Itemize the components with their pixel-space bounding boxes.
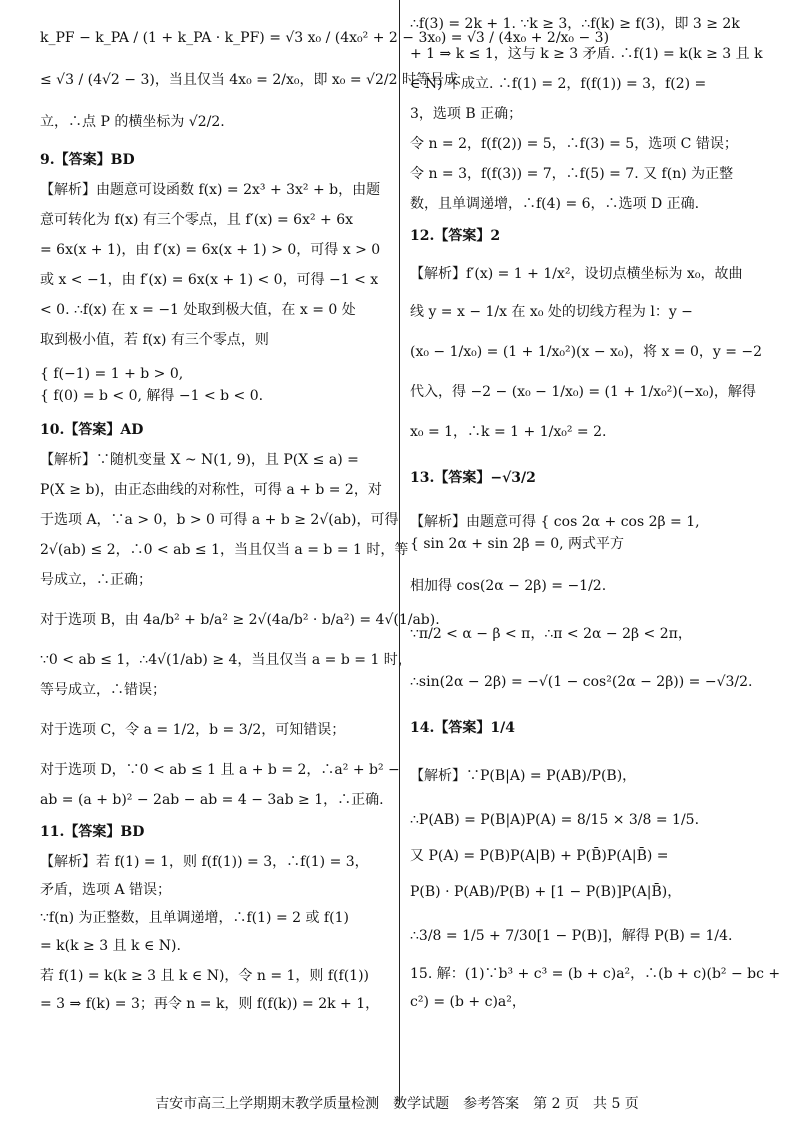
right-text-line: 又 P(A) = P(B)P(A|B) + P(B̄)P(A|B̄) =	[410, 848, 669, 864]
right-text-line: 相加得 cos(2α − 2β) = −1/2.	[410, 578, 607, 594]
right-text-line: P(B) · P(AB)/P(B) + [1 − P(B)]P(A|B̄)，	[410, 884, 682, 900]
right-text-line: + 1 ⇒ k ≤ 1，这与 k ≥ 3 矛盾. ∴f(1) = k(k ≥ 3 且 k	[410, 46, 763, 62]
left-text-line: 9.【答案】BD	[40, 152, 135, 168]
right-text-line: 3，选项 B 正确；	[410, 106, 523, 122]
left-text-line: 若 f(1) = k(k ≥ 3 且 k ∈ N)，令 n = 1，则 f(f(1))	[40, 968, 369, 984]
right-text-line: ∴sin(2α − 2β) = −√(1 − cos²(2α − 2β)) = −√3/2.	[410, 674, 753, 690]
right-text-line: 代入，得 −2 − (x₀ − 1/x₀) = (1 + 1/x₀²)(−x₀)，解得	[410, 384, 756, 400]
left-text-line: ∵f(n) 为正整数，且单调递增，∴f(1) = 2 或 f(1)	[40, 910, 349, 926]
right-text-line: 令 n = 2，f(f(2)) = 5，∴f(3) = 5，选项 C 错误；	[410, 136, 738, 152]
right-text-line: 【解析】f′(x) = 1 + 1/x²，设切点横坐标为 x₀，故曲	[410, 266, 743, 282]
right-text-line: ∵π/2 < α − β < π，∴π < 2α − 2β < 2π，	[410, 626, 692, 642]
right-text-line: 15. 解：(1)∵b³ + c³ = (b + c)a²，∴(b + c)(b² − bc +	[410, 966, 781, 982]
left-text-line: 取到极小值，若 f(x) 有三个零点，则	[40, 332, 269, 348]
right-text-line: 数，且单调递增，∴f(4) = 6，∴选项 D 正确.	[410, 196, 700, 212]
right-text-line: c²) = (b + c)a²，	[410, 994, 526, 1010]
right-text-line: 13.【答案】−√3/2	[410, 470, 536, 486]
right-column	[410, 14, 781, 1012]
left-text-line: = 6x(x + 1)，由 f′(x) = 6x(x + 1) > 0，可得 x > 0	[40, 242, 381, 258]
right-text-line: ∈ N) 不成立. ∴f(1) = 2，f(f(1)) = 3，f(2) =	[410, 76, 707, 92]
left-text-line: 【解析】∵随机变量 X ~ N(1, 9)，且 P(X ≤ a) =	[40, 452, 359, 468]
left-text-line: 意可转化为 f(x) 有三个零点，且 f′(x) = 6x² + 6x	[40, 212, 354, 228]
left-text-line: 对于选项 C，令 a = 1/2，b = 3/2，可知错误；	[40, 722, 346, 738]
left-text-line: = k(k ≥ 3 且 k ∈ N).	[40, 938, 181, 954]
left-text-line: { f(−1) = 1 + b > 0,	[40, 366, 184, 382]
left-text-line: 2√(ab) ≤ 2，∴0 < ab ≤ 1，当且仅当 a = b = 1 时，等	[40, 542, 409, 558]
left-text-line: 等号成立，∴错误；	[40, 682, 166, 698]
right-text-line: (x₀ − 1/x₀) = (1 + 1/x₀²)(x − x₀)，将 x = 0，y = −2	[410, 344, 763, 360]
left-text-line: 对于选项 D，∵0 < ab ≤ 1 且 a + b = 2，∴a² + b² −	[40, 762, 400, 778]
right-text-line: 【解析】∵P(B|A) = P(AB)/P(B)，	[410, 768, 637, 784]
left-text-line: k_PF − k_PA / (1 + k_PA · k_PF) = √3 x₀ / (4x₀² + 2 − 3x₀) = √3 / (4x₀ + 2/x₀ − 3)	[40, 30, 610, 46]
right-text-line: x₀ = 1，∴k = 1 + 1/x₀² = 2.	[410, 424, 607, 440]
right-text-line: ∴f(3) = 2k + 1. ∵k ≥ 3，∴f(k) ≥ f(3)，即 3 ≥ 2k	[410, 16, 740, 32]
left-text-line: ≤ √3 / (4√2 − 3)，当且仅当 4x₀ = 2/x₀，即 x₀ = √2/2 时等号成	[40, 72, 458, 88]
column-divider	[399, 0, 400, 1105]
left-text-line: 【解析】由题意可设函数 f(x) = 2x³ + 3x² + b，由题	[40, 182, 381, 198]
left-text-line: 【解析】若 f(1) = 1，则 f(f(1)) = 3，∴f(1) = 3，	[40, 854, 369, 870]
right-text-line: 令 n = 3，f(f(3)) = 7，∴f(5) = 7. 又 f(n) 为正整	[410, 166, 734, 182]
right-text-line: ∴P(AB) = P(B|A)P(A) = 8/15 × 3/8 = 1/5.	[410, 812, 700, 828]
left-text-line: ab = (a + b)² − 2ab − ab = 4 − 3ab ≥ 1，∴正确.	[40, 792, 384, 808]
page-footer: 吉安市高三上学期期末教学质量检测 数学试题 参考答案 第 2 页 共 5 页	[155, 1096, 639, 1112]
left-text-line: 10.【答案】AD	[40, 422, 144, 438]
left-text-line: 立，∴点 P 的横坐标为 √2/2.	[40, 114, 225, 130]
left-text-line: 于选项 A，∵a > 0，b > 0 可得 a + b ≥ 2√(ab)，可得	[40, 512, 399, 528]
right-text-line: 14.【答案】1/4	[410, 720, 515, 736]
right-text-line: 线 y = x − 1/x 在 x₀ 处的切线方程为 l：y −	[410, 304, 693, 320]
left-text-line: 矛盾，选项 A 错误；	[40, 882, 172, 898]
left-text-line: = 3 ⇒ f(k) = 3；再令 n = k，则 f(f(k)) = 2k + 1，	[40, 996, 380, 1012]
left-text-line: < 0. ∴f(x) 在 x = −1 处取到极大值，在 x = 0 处	[40, 302, 356, 318]
left-text-line: ∵0 < ab ≤ 1，∴4√(1/ab) ≥ 4，当且仅当 a = b = 1 时，	[40, 652, 412, 668]
left-text-line: { f(0) = b < 0, 解得 −1 < b < 0.	[40, 388, 264, 404]
right-text-line: 12.【答案】2	[410, 228, 501, 244]
left-text-line: 对于选项 B，由 4a/b² + b/a² ≥ 2√(4a/b² · b/a²) = 4√(1/ab).	[40, 612, 440, 628]
right-text-line: 【解析】由题意可得 { cos 2α + cos 2β = 1,	[410, 514, 700, 530]
right-text-line: ∴3/8 = 1/5 + 7/30[1 − P(B)]，解得 P(B) = 1/4.	[410, 928, 733, 944]
right-text-line: { sin 2α + sin 2β = 0, 两式平方	[410, 536, 625, 552]
left-text-line: 号成立，∴正确；	[40, 572, 152, 588]
left-text-line: 或 x < −1，由 f′(x) = 6x(x + 1) < 0，可得 −1 < x	[40, 272, 379, 288]
left-text-line: 11.【答案】BD	[40, 824, 145, 840]
left-text-line: P(X ≥ b)，由正态曲线的对称性，可得 a + b = 2，对	[40, 482, 382, 498]
